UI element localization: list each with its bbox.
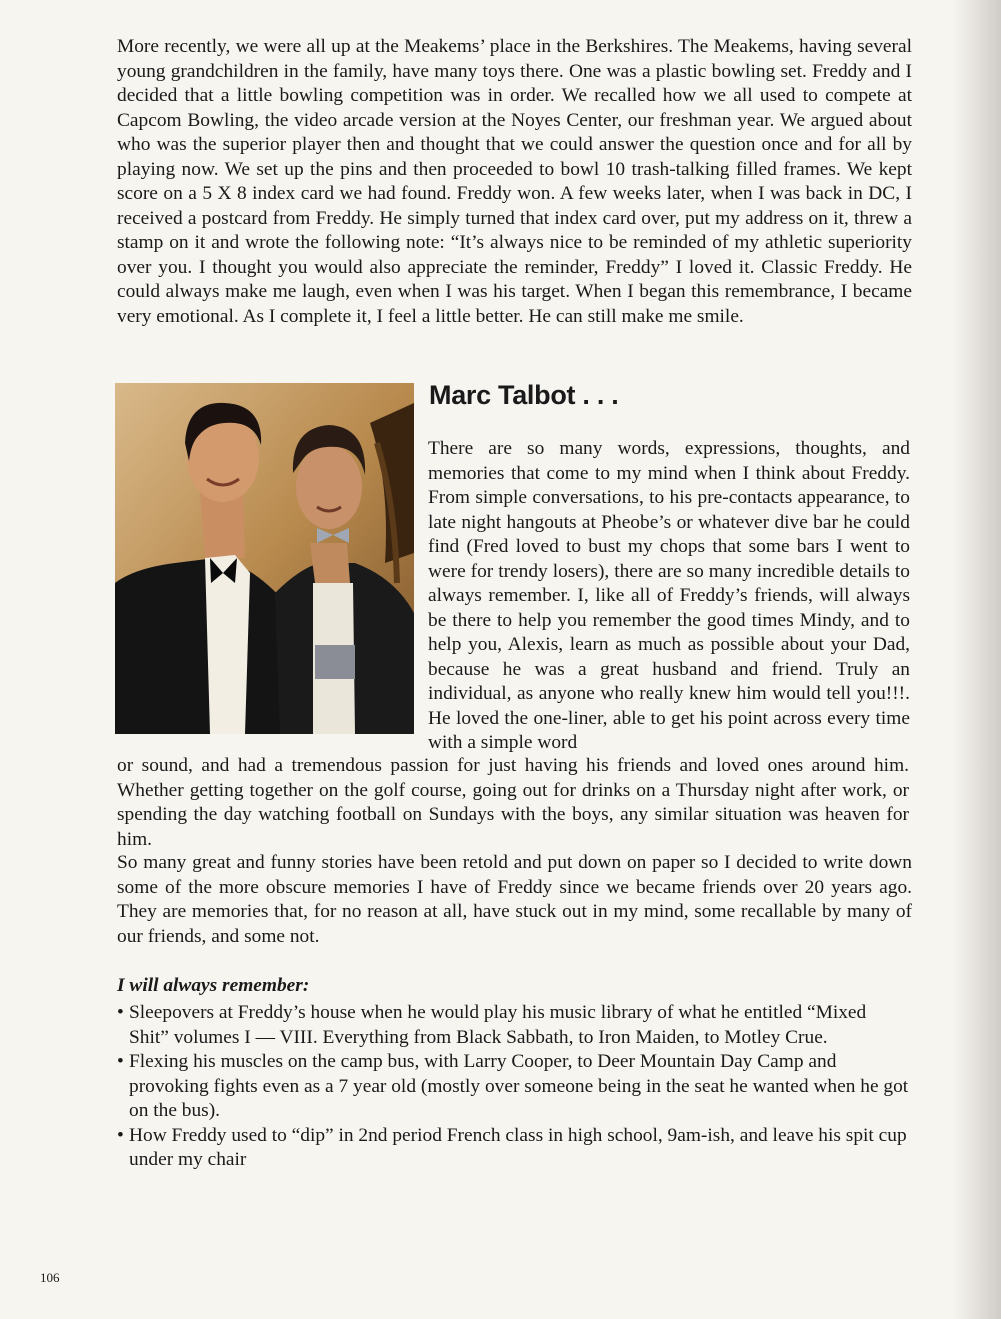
- list-item: [117, 1001, 909, 1050]
- remember-heading: I will always remember:: [117, 975, 310, 996]
- list-item-text: Flexing his muscles on the camp bus, with Larry Cooper, to Deer Mountain Day Camp and provoking fights even as a 7 year old (mostly over someone being in the seat he wanted when he got on the bus).: [129, 1051, 909, 1121]
- photo-two-men-in-tuxedos: [115, 383, 414, 734]
- paragraph-obscure-memories: So many great and funny stories have been retold and put down on paper so I decided to write down some of the more obscure memories I have of Freddy since we became friends over 20 years ago. They are memories that, for no reason at all, have stuck out in my mind, some recallable by many of our friends, and some not.: [117, 852, 912, 947]
- paragraph-bowling-story: More recently, we were all up at the Meakems’ place in the Berkshires. The Meakems, having several young grandchildren in the family, have many toys there. One was a plastic bowling set. Freddy and I decided that a little bowling competition was in order. We recalled how we all used to compete at Capcom Bowling, the video arcade version at the Noyes Center, our freshman year. We argued about who was the superior player then and thought that we could answer the question once and for all by playing now. We set up the pins and then proceeded to bowl 10 trash-talking filled frames. We kept score on a 5 X 8 index card we had found. Freddy won. A few weeks later, when I was back in DC, I received a postcard from Freddy. He simply turned that index card over, put my address on it, threw a stamp on it and wrote the following note: “It’s always nice to be reminded of my athletic superiority over you. I thought you would also appreciate the reminder, Freddy” I loved it. Classic Freddy. He could always make me laugh, even when I was his target. When I began this remembrance, I became very emotional. As I complete it, I feel a little better. He can still make me smile.: [117, 36, 912, 327]
- paragraph-memories-continued: or sound, and had a tremendous passion for just having his friends and loved ones around him. Whether getting together on the golf course, going out for drinks on a Thursday night after work, or spending the day watching football on Sundays with the boys, any similar situation was heaven for him.: [117, 755, 909, 850]
- paragraph-memories-intro: There are so many words, expressions, thoughts, and memories that come to my mind when I think about Freddy. From simple conversations, to his pre-contacts appearance, to late night hangouts at Pheobe’s or whatever dive bar he could find (Fred loved to bust my chops that some bars I went to were for trendy losers), there are so many incredible details to always remember. I, like all of Freddy’s friends, will always be there to help you remember the good times Mindy, and to help you, Alexis, learn as much as possible about your Dad, because he was a great husband and friend. Truly an individual, as anyone who really knew him would tell you!!!. He loved the one-liner, able to get his point across every time with a simple word: [428, 438, 910, 753]
- bullet-glyph: •: [117, 1051, 124, 1072]
- list-item-text: How Freddy used to “dip” in 2nd period French class in high school, 9am-ish, and leave his spit cup under my chair: [129, 1124, 907, 1170]
- remember-list: [117, 1001, 909, 1173]
- list-item: [117, 1124, 909, 1173]
- section-heading-marc-talbot: Marc Talbot . . .: [429, 380, 619, 410]
- bullet-glyph: •: [117, 1002, 124, 1023]
- list-item: [117, 1050, 909, 1124]
- page-number: 106: [40, 1270, 60, 1285]
- page-edge-shadow: [953, 0, 1001, 1319]
- bullet-glyph: •: [117, 1124, 124, 1146]
- list-item-text: Sleepovers at Freddy’s house when he would play his music library of what he entitled “Mixed Shit” volumes I — VIII. Everything from Black Sabbath, to Iron Maiden, to Motley Crue.: [129, 1002, 867, 1048]
